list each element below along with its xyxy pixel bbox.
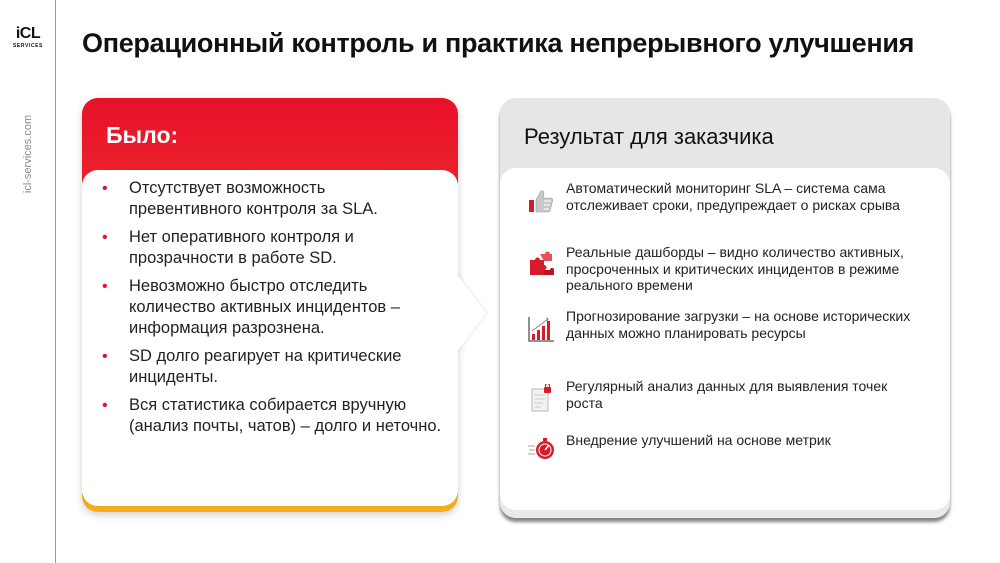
result-heading: Результат для заказчика — [524, 124, 774, 149]
list-item-text: Вся статистика собирается вручную (анализ почты, чатов) – долго и неточно. — [129, 396, 442, 435]
list-item-text: Невозможно быстро отследить количество активных инцидентов – информация разрознена. — [129, 277, 400, 337]
bullet-icon: • — [102, 229, 108, 246]
list-item — [102, 346, 442, 388]
list-item — [102, 178, 442, 220]
was-heading: Было: — [106, 122, 179, 148]
was-list — [102, 178, 442, 444]
result-item — [526, 308, 926, 368]
result-item-text: Регулярный анализ данных для выявления точек роста — [566, 378, 888, 411]
result-item — [526, 180, 926, 240]
arrow-pointer — [456, 273, 486, 353]
bullet-icon: • — [102, 348, 108, 365]
result-card — [500, 98, 950, 518]
result-item-text: Внедрение улучшений на основе метрик — [566, 432, 831, 448]
list-item — [102, 227, 442, 269]
list-item — [102, 395, 442, 437]
thumbs-up-icon — [526, 186, 556, 216]
result-item — [526, 428, 926, 488]
speed-target-icon — [526, 434, 556, 464]
side-url: icl-services.com — [22, 114, 34, 194]
was-body — [82, 170, 458, 506]
page-title: Операционный контроль и практика непрерывного улучшения — [82, 28, 915, 58]
bullet-icon: • — [102, 278, 108, 295]
logo-sub-text: SERVICES — [13, 43, 43, 49]
result-item-text: Реальные дашборды – видно количество активных, просроченных и критических инцидентов в режиме реального времени — [566, 244, 904, 293]
result-item-text: Автоматический мониторинг SLA – система сама отслеживает сроки, предупреждает о рисках срыва — [566, 180, 900, 213]
result-body — [500, 168, 950, 510]
result-item — [526, 244, 926, 304]
document-lock-icon — [526, 384, 556, 414]
growth-chart-icon — [526, 314, 556, 344]
logo-main-text: iCL — [15, 25, 41, 42]
puzzle-icon — [526, 250, 556, 280]
list-item — [102, 276, 442, 339]
result-item-text: Прогнозирование загрузки – на основе исторических данных можно планировать ресурсы — [566, 308, 911, 341]
was-card — [82, 98, 458, 512]
list-item-text: Нет оперативного контроля и прозрачности в работе SD. — [129, 228, 354, 267]
bullet-icon: • — [102, 180, 108, 197]
side-divider — [55, 0, 56, 563]
company-logo — [8, 26, 48, 49]
list-item-text: SD долго реагирует на критические инциденты. — [129, 347, 402, 386]
bullet-icon: • — [102, 397, 108, 414]
side-strip — [0, 0, 56, 563]
list-item-text: Отсутствует возможность превентивного контроля за SLA. — [129, 179, 378, 218]
